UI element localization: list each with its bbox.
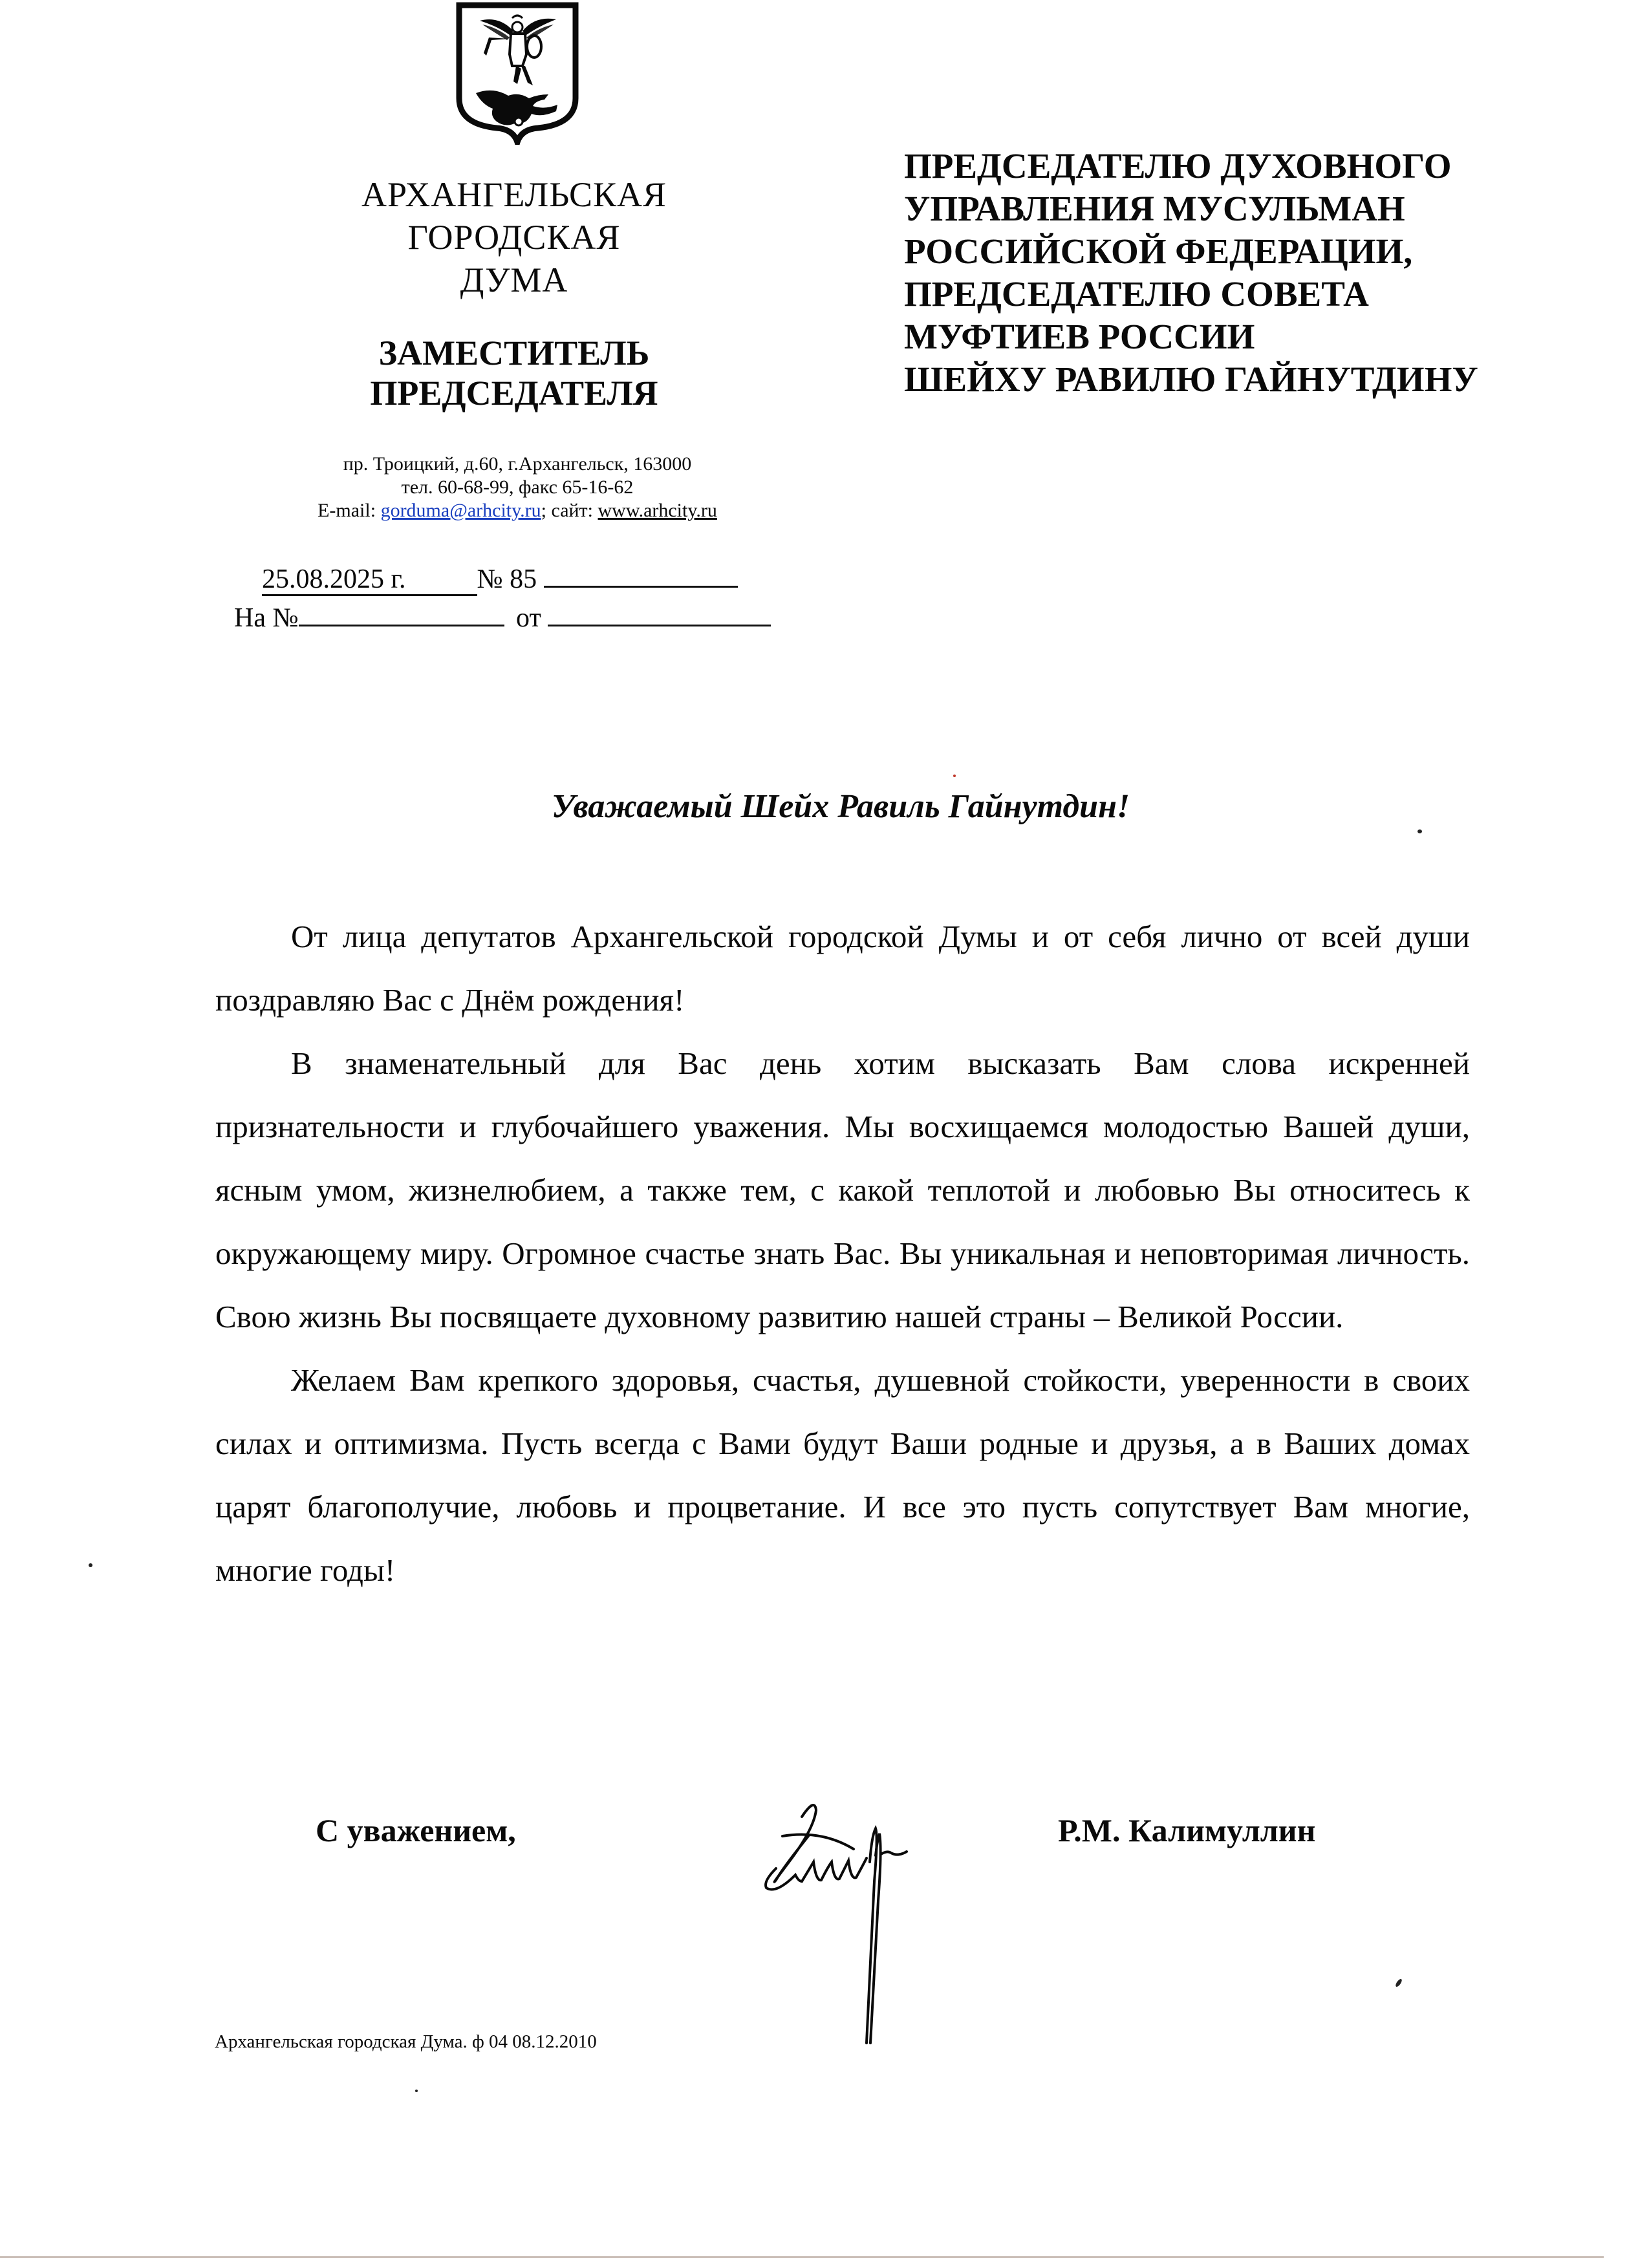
email-link[interactable]: gorduma@arhcity.ru: [380, 500, 541, 521]
document-date: 25.08.2025 г.: [262, 564, 477, 596]
registration-reply: [234, 599, 771, 637]
recipient-line: УПРАВЛЕНИЯ МУСУЛЬМАН: [904, 189, 1405, 228]
closing-phrase: С уважением,: [316, 1812, 516, 1848]
reply-date-blank: [548, 599, 771, 626]
contact-block: [285, 453, 750, 522]
recipient-line: ПРЕДСЕДАТЕЛЮ СОВЕТА: [904, 274, 1369, 314]
scan-speck: [1395, 1978, 1403, 1988]
organization-line: ГОРОДСКАЯ: [407, 218, 621, 257]
salutation: Уважаемый Шейх Равиль Гайнутдин!: [551, 788, 1130, 825]
site-link[interactable]: www.arhcity.ru: [598, 500, 717, 521]
email-site-line: [285, 499, 750, 522]
document-number: № 85: [477, 564, 537, 594]
reply-number-label: На №: [234, 603, 299, 633]
scan-speck: [89, 1563, 92, 1567]
registration-date-number: [262, 560, 738, 598]
reply-from-label: от: [516, 603, 541, 633]
recipient-line: МУФТИЕВ РОССИИ: [904, 317, 1255, 356]
sender-position: [304, 333, 724, 413]
site-label: ; сайт:: [541, 500, 598, 521]
scan-speck: [415, 2090, 418, 2092]
recipient-line: РОССИЙСКОЙ ФЕДЕРАЦИИ,: [904, 231, 1413, 271]
organization-line: ДУМА: [460, 261, 568, 299]
address: пр. Троицкий, д.60, г.Архангельск, 163000: [343, 453, 692, 475]
coat-of-arms-emblem: [454, 1, 581, 145]
recipient-line: ПРЕДСЕДАТЕЛЮ ДУХОВНОГО: [904, 146, 1452, 186]
position-line: ПРЕДСЕДАТЕЛЯ: [370, 374, 658, 412]
recipient-block: [904, 145, 1478, 401]
body-paragraph: Желаем Вам крепкого здоровья, счастья, душевной стойкости, уверенности в своих силах и оптимизма. Пусть всегда с Вами будут Ваши родные и друзья, а в Ваших домах царят благополучие, любовь и процветание. И все это пусть сопутствует Вам многие, многие годы!: [215, 1362, 1470, 1588]
organization-line: АРХАНГЕЛЬСКАЯ: [361, 175, 667, 214]
scan-edge-line: [0, 2256, 1604, 2258]
email-label: E-mail:: [318, 500, 381, 521]
phone-fax: тел. 60-68-99, факс 65-16-62: [401, 476, 634, 498]
handwritten-signature: [737, 1791, 996, 2049]
reply-number-blank: [299, 599, 504, 626]
number-blank-line: [544, 560, 738, 588]
recipient-line: ШЕЙХУ РАВИЛЮ ГАЙНУТДИНУ: [904, 359, 1478, 399]
form-footer: Архангельская городская Дума. ф 04 08.12.2010: [215, 2031, 597, 2052]
scan-speck: [953, 775, 956, 777]
body-paragraph: От лица депутатов Архангельской городской Думы и от себя лично от всей души поздравляю Вас с Днём рождения!: [215, 919, 1470, 1018]
scan-speck: [1417, 829, 1422, 833]
body-paragraph: В знаменательный для Вас день хотим высказать Вам слова искренней признательности и глубочайшего уважения. Мы восхищаемся молодостью Вашей души, ясным умом, жизнелюбием, а также тем, с какой теплотой и любовью Вы относитесь к окружающему миру. Огромное счастье знать Вас. Вы уникальная и неповторимая личность. Свою жизнь Вы посвящаете духовному развитию нашей страны – Великой России.: [215, 1045, 1470, 1334]
organization-name: [304, 173, 724, 301]
signer-name: Р.М. Калимуллин: [1058, 1812, 1316, 1848]
letter-body: [215, 905, 1470, 1602]
position-line: ЗАМЕСТИТЕЛЬ: [378, 334, 650, 372]
